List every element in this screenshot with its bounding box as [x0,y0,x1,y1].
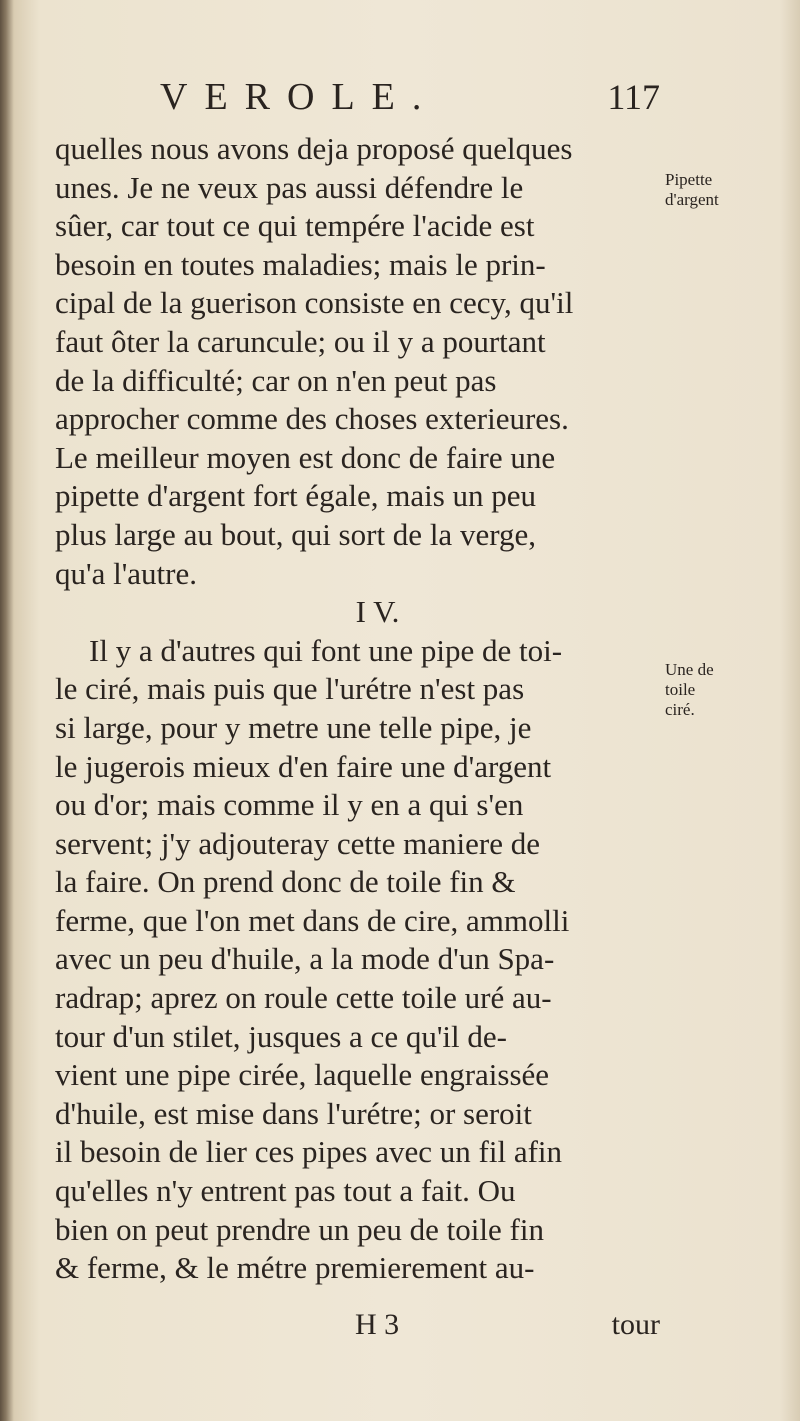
text-line: il besoin de lier ces pipes avec un fil afin [55,1134,563,1170]
catchword: tour [611,1308,660,1341]
text-line: faut ôter la caruncule; ou il y a pourtant [55,323,546,359]
text-line: ou d'or; mais comme il y en a qui s'en [55,787,524,823]
text-line: qu'a l'autre. [55,555,197,591]
page-footer [55,1305,660,1345]
page-number: 117 [607,77,660,117]
text-line: radrap; aprez on roule cette toile uré au- [55,980,552,1016]
text-line: si large, pour y metre une telle pipe, je [55,709,532,745]
text-line: vient une pipe cirée, laquelle engraissée [55,1057,550,1093]
text-line: de la difficulté; car on n'en peut pas [55,362,497,398]
text-line: la faire. On prend donc de toile fin & [55,864,516,900]
text-line: approcher comme des choses exterieures. [55,401,569,437]
text-line: plus large au bout, qui sort de la verge, [55,516,536,552]
text-line: ferme, que l'on met dans de cire, ammolli [55,902,570,938]
page-header [160,72,660,122]
margin-note-line: toile [665,680,696,699]
text-line: qu'elles n'y entrent pas tout a fait. Ou [55,1173,516,1209]
text-line: le ciré, mais puis que l'urétre n'est pas [55,671,525,707]
text-line: d'huile, est mise dans l'urétre; or seroit [55,1095,532,1131]
text-line: tour d'un stilet, jusques a ce qu'il de- [55,1018,507,1054]
margin-note-line: Pipette [665,170,713,189]
text-line: sûer, car tout ce qui tempére l'acide est [55,208,535,244]
text-line: unes. Je ne veux pas aussi défendre le [55,169,524,205]
text-line: cipal de la guerison consiste en cecy, qu'il [55,285,574,321]
text-line: servent; j'y adjouteray cette maniere de [55,825,540,861]
running-title: VEROLE. [160,76,439,118]
margin-note-line: Une de [665,660,714,679]
section-heading: I V. [355,594,400,630]
text-line: le jugerois mieux d'en faire une d'argent [55,748,552,784]
text-line: pipette d'argent fort égale, mais un peu [55,478,537,514]
text-line: avec un peu d'huile, a la mode d'un Spa- [55,941,555,977]
text-line: bien on peut prendre un peu de toile fin [55,1211,544,1247]
margin-note-pipette [665,170,797,210]
text-line: besoin en toutes maladies; mais le prin- [55,246,546,282]
margin-note-toile [665,660,797,720]
text-line: Il y a d'autres qui font une pipe de toi- [89,632,563,668]
text-line: Le meilleur moyen est donc de faire une [55,439,556,475]
margin-note-line: d'argent [665,190,719,209]
main-text [55,130,660,1288]
text-line: & ferme, & le métre premierement au- [55,1250,535,1286]
text-line: quelles nous avons deja proposé quelques [55,131,573,166]
signature-mark: H 3 [355,1308,400,1341]
margin-note-line: ciré. [665,700,695,719]
